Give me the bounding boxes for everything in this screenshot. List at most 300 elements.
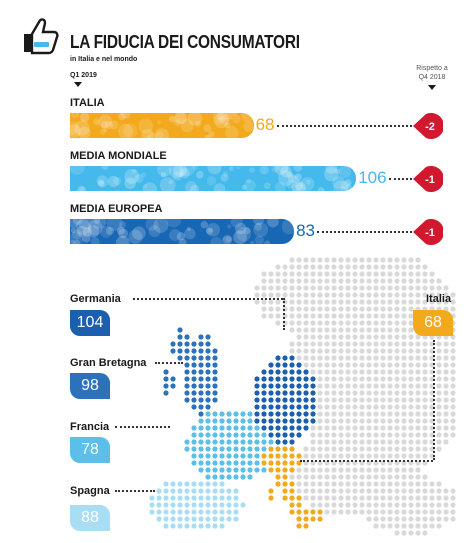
map-dot bbox=[380, 341, 385, 346]
map-dot bbox=[296, 264, 301, 269]
map-dot bbox=[310, 299, 315, 304]
map-dot bbox=[387, 355, 392, 360]
map-dot bbox=[345, 362, 350, 367]
map-dot-highlight bbox=[268, 397, 273, 402]
map-dot-highlight bbox=[226, 467, 231, 472]
map-dot bbox=[345, 397, 350, 402]
map-dot-highlight bbox=[198, 509, 203, 514]
map-dot-highlight bbox=[254, 425, 259, 430]
map-dot bbox=[296, 334, 301, 339]
map-dot-highlight bbox=[233, 495, 238, 500]
map-dot-highlight bbox=[191, 376, 196, 381]
map-dot bbox=[324, 327, 329, 332]
map-dot bbox=[373, 495, 378, 500]
map-dot bbox=[324, 271, 329, 276]
map-dot bbox=[261, 299, 266, 304]
bubble bbox=[229, 166, 234, 171]
map-dot bbox=[387, 334, 392, 339]
leader-line bbox=[277, 125, 412, 127]
map-dot bbox=[289, 278, 294, 283]
map-dot bbox=[268, 285, 273, 290]
map-dot-highlight bbox=[212, 418, 217, 423]
map-dot bbox=[422, 446, 427, 451]
map-dot bbox=[324, 446, 329, 451]
map-dot-highlight bbox=[212, 460, 217, 465]
map-dot-highlight bbox=[163, 516, 168, 521]
map-dot bbox=[443, 348, 448, 353]
map-dot bbox=[359, 397, 364, 402]
map-dot bbox=[443, 285, 448, 290]
map-dot-highlight bbox=[289, 460, 294, 465]
map-dot bbox=[387, 425, 392, 430]
map-dot-highlight bbox=[247, 446, 252, 451]
map-dot bbox=[394, 411, 399, 416]
map-dot bbox=[338, 425, 343, 430]
map-dot-highlight bbox=[233, 467, 238, 472]
map-dot bbox=[254, 285, 259, 290]
map-dot bbox=[415, 369, 420, 374]
map-dot-highlight bbox=[184, 355, 189, 360]
map-dot bbox=[422, 439, 427, 444]
map-dot-highlight bbox=[191, 397, 196, 402]
map-dot bbox=[394, 320, 399, 325]
map-dot-highlight bbox=[268, 432, 273, 437]
map-dot bbox=[331, 418, 336, 423]
map-dot bbox=[436, 516, 441, 521]
map-dot bbox=[380, 411, 385, 416]
map-dot bbox=[338, 285, 343, 290]
map-dot bbox=[394, 453, 399, 458]
column-label-previous bbox=[407, 64, 457, 90]
map-dot bbox=[303, 306, 308, 311]
map-dot-highlight bbox=[177, 327, 182, 332]
map-dot-highlight bbox=[226, 425, 231, 430]
map-dot bbox=[429, 278, 434, 283]
map-dot-highlight bbox=[310, 411, 315, 416]
map-dot bbox=[261, 292, 266, 297]
map-dot bbox=[387, 509, 392, 514]
map-dot-highlight bbox=[212, 516, 217, 521]
country-label: Spagna bbox=[70, 485, 110, 497]
map-dot-highlight bbox=[184, 439, 189, 444]
map-dot-highlight bbox=[191, 355, 196, 360]
map-dot-highlight bbox=[177, 509, 182, 514]
map-dot bbox=[443, 355, 448, 360]
map-dot bbox=[324, 362, 329, 367]
map-dot bbox=[359, 355, 364, 360]
map-dot bbox=[310, 320, 315, 325]
map-dot bbox=[359, 432, 364, 437]
map-dot bbox=[380, 278, 385, 283]
map-dot bbox=[331, 495, 336, 500]
map-dot-highlight bbox=[226, 474, 231, 479]
map-dot bbox=[373, 320, 378, 325]
map-dot bbox=[443, 502, 448, 507]
map-dot bbox=[310, 425, 315, 430]
map-dot-highlight bbox=[233, 446, 238, 451]
map-dot-highlight bbox=[184, 369, 189, 374]
map-dot bbox=[366, 439, 371, 444]
map-dot bbox=[408, 530, 413, 535]
map-dot-highlight bbox=[226, 418, 231, 423]
map-dot bbox=[380, 313, 385, 318]
map-dot bbox=[331, 292, 336, 297]
bubble bbox=[236, 166, 241, 169]
map-dot-highlight bbox=[177, 348, 182, 353]
map-dot bbox=[415, 376, 420, 381]
map-dot bbox=[415, 397, 420, 402]
map-dot-highlight bbox=[219, 446, 224, 451]
map-dot bbox=[415, 481, 420, 486]
map-dot bbox=[366, 355, 371, 360]
map-dot bbox=[401, 264, 406, 269]
map-dot bbox=[345, 313, 350, 318]
map-dot bbox=[450, 292, 455, 297]
map-dot bbox=[422, 383, 427, 388]
map-dot bbox=[296, 474, 301, 479]
map-dot bbox=[338, 313, 343, 318]
bubble bbox=[119, 221, 126, 228]
leader-line bbox=[115, 490, 155, 492]
map-dot bbox=[352, 327, 357, 332]
map-dot bbox=[401, 530, 406, 535]
map-dot-highlight bbox=[226, 509, 231, 514]
map-dot bbox=[338, 292, 343, 297]
map-dot-highlight bbox=[184, 341, 189, 346]
map-dot bbox=[324, 453, 329, 458]
map-dot-highlight bbox=[212, 488, 217, 493]
map-dot bbox=[408, 285, 413, 290]
map-dot bbox=[352, 432, 357, 437]
map-dot bbox=[387, 516, 392, 521]
map-dot-highlight bbox=[282, 404, 287, 409]
map-dot bbox=[289, 306, 294, 311]
map-dot bbox=[380, 264, 385, 269]
map-dot bbox=[373, 523, 378, 528]
map-dot bbox=[366, 369, 371, 374]
map-dot-highlight bbox=[198, 390, 203, 395]
map-dot bbox=[387, 404, 392, 409]
map-dot-highlight bbox=[149, 509, 154, 514]
map-dot bbox=[296, 313, 301, 318]
map-dot bbox=[331, 383, 336, 388]
map-dot-highlight bbox=[289, 383, 294, 388]
map-dot bbox=[366, 264, 371, 269]
map-dot-highlight bbox=[310, 404, 315, 409]
map-dot bbox=[387, 432, 392, 437]
map-dot bbox=[317, 278, 322, 283]
map-dot bbox=[380, 439, 385, 444]
map-dot-highlight bbox=[261, 467, 266, 472]
map-dot bbox=[422, 376, 427, 381]
map-dot bbox=[338, 341, 343, 346]
map-dot-highlight bbox=[212, 425, 217, 430]
map-dot bbox=[387, 320, 392, 325]
map-dot bbox=[422, 432, 427, 437]
map-dot bbox=[373, 404, 378, 409]
bubble bbox=[227, 224, 231, 228]
bar bbox=[70, 113, 254, 138]
map-dot bbox=[373, 334, 378, 339]
map-dot bbox=[345, 509, 350, 514]
map-dot bbox=[331, 299, 336, 304]
map-dot-highlight bbox=[233, 453, 238, 458]
map-dot-highlight bbox=[191, 488, 196, 493]
map-dot bbox=[345, 278, 350, 283]
map-dot bbox=[331, 411, 336, 416]
map-dot-highlight bbox=[296, 432, 301, 437]
bubble bbox=[339, 166, 351, 178]
map-dot bbox=[401, 341, 406, 346]
map-dot bbox=[359, 502, 364, 507]
map-dot bbox=[415, 467, 420, 472]
map-dot bbox=[436, 502, 441, 507]
bubble bbox=[250, 241, 255, 244]
map-dot bbox=[436, 278, 441, 283]
map-dot-highlight bbox=[303, 418, 308, 423]
map-dot-highlight bbox=[254, 376, 259, 381]
map-dot bbox=[303, 313, 308, 318]
map-dot bbox=[366, 509, 371, 514]
map-dot-highlight bbox=[184, 383, 189, 388]
page-title: LA FIDUCIA DEI CONSUMATORI bbox=[70, 32, 300, 52]
map-dot bbox=[345, 257, 350, 262]
map-dot bbox=[401, 383, 406, 388]
map-dot bbox=[373, 502, 378, 507]
map-dot bbox=[380, 292, 385, 297]
map-dot bbox=[373, 411, 378, 416]
map-dot-highlight bbox=[275, 467, 280, 472]
map-dot bbox=[366, 320, 371, 325]
map-dot bbox=[408, 376, 413, 381]
map-dot bbox=[450, 502, 455, 507]
map-dot-highlight bbox=[198, 355, 203, 360]
bubble bbox=[113, 177, 121, 185]
map-dot-highlight bbox=[212, 467, 217, 472]
map-dot-highlight bbox=[240, 502, 245, 507]
map-dot bbox=[429, 516, 434, 521]
map-dot-highlight bbox=[310, 509, 315, 514]
map-dot-highlight bbox=[205, 509, 210, 514]
map-dot bbox=[317, 432, 322, 437]
map-dot bbox=[331, 425, 336, 430]
map-dot-highlight bbox=[205, 439, 210, 444]
map-dot bbox=[443, 369, 448, 374]
map-dot-highlight bbox=[170, 383, 175, 388]
map-dot bbox=[415, 285, 420, 290]
map-dot bbox=[352, 257, 357, 262]
map-dot bbox=[387, 481, 392, 486]
map-dot bbox=[359, 474, 364, 479]
map-dot bbox=[366, 453, 371, 458]
map-dot bbox=[394, 327, 399, 332]
map-dot bbox=[450, 495, 455, 500]
arrow-down-icon bbox=[74, 82, 82, 87]
map-dot bbox=[415, 299, 420, 304]
map-dot-highlight bbox=[219, 411, 224, 416]
map-dot-highlight bbox=[156, 495, 161, 500]
map-dot bbox=[415, 509, 420, 514]
map-dot bbox=[268, 271, 273, 276]
map-dot-highlight bbox=[205, 523, 210, 528]
bubble bbox=[143, 184, 147, 188]
map-dot bbox=[303, 453, 308, 458]
map-dot bbox=[317, 306, 322, 311]
map-dot-highlight bbox=[303, 376, 308, 381]
bubble bbox=[99, 115, 112, 128]
map-dot bbox=[380, 481, 385, 486]
map-dot bbox=[338, 467, 343, 472]
map-dot bbox=[275, 271, 280, 276]
map-dot-highlight bbox=[289, 355, 294, 360]
map-dot bbox=[415, 523, 420, 528]
map-dot-highlight bbox=[191, 390, 196, 395]
map-dot-highlight bbox=[198, 502, 203, 507]
bubble bbox=[72, 230, 82, 240]
map-dot-highlight bbox=[317, 509, 322, 514]
map-dot bbox=[422, 278, 427, 283]
map-dot-highlight bbox=[254, 397, 259, 402]
map-dot-highlight bbox=[191, 446, 196, 451]
map-dot bbox=[422, 425, 427, 430]
map-dot-highlight bbox=[268, 439, 273, 444]
map-dot-highlight bbox=[254, 404, 259, 409]
map-dot-highlight bbox=[268, 418, 273, 423]
map-dot bbox=[268, 313, 273, 318]
map-dot bbox=[296, 327, 301, 332]
map-dot bbox=[359, 292, 364, 297]
map-dot bbox=[324, 481, 329, 486]
map-dot-highlight bbox=[282, 481, 287, 486]
map-dot bbox=[324, 411, 329, 416]
map-dot bbox=[310, 334, 315, 339]
map-dot-highlight bbox=[240, 439, 245, 444]
map-dot-highlight bbox=[219, 425, 224, 430]
map-dot bbox=[387, 299, 392, 304]
bubble bbox=[160, 177, 176, 191]
map-dot bbox=[345, 369, 350, 374]
map-dot bbox=[324, 390, 329, 395]
map-dot bbox=[387, 383, 392, 388]
map-dot bbox=[310, 278, 315, 283]
map-dot-highlight bbox=[184, 334, 189, 339]
map-dot bbox=[317, 383, 322, 388]
map-dot-highlight bbox=[177, 516, 182, 521]
map-dot bbox=[401, 376, 406, 381]
map-dot bbox=[380, 432, 385, 437]
map-dot bbox=[275, 264, 280, 269]
map-dot bbox=[352, 397, 357, 402]
map-dot bbox=[345, 446, 350, 451]
map-dot-highlight bbox=[233, 418, 238, 423]
map-dot bbox=[338, 362, 343, 367]
map-dot bbox=[373, 383, 378, 388]
map-dot-highlight bbox=[268, 453, 273, 458]
map-dot-highlight bbox=[163, 369, 168, 374]
map-dot-highlight bbox=[226, 446, 231, 451]
map-dot bbox=[373, 264, 378, 269]
map-dot bbox=[289, 327, 294, 332]
map-dot bbox=[415, 264, 420, 269]
map-dot bbox=[401, 509, 406, 514]
map-dot bbox=[401, 257, 406, 262]
map-dot bbox=[303, 278, 308, 283]
map-dot bbox=[338, 390, 343, 395]
map-dot bbox=[401, 481, 406, 486]
map-dot bbox=[401, 446, 406, 451]
change-badge bbox=[413, 111, 443, 141]
map-dot bbox=[415, 418, 420, 423]
map-dot bbox=[436, 523, 441, 528]
map-dot bbox=[352, 481, 357, 486]
map-dot bbox=[296, 299, 301, 304]
map-dot bbox=[408, 271, 413, 276]
map-dot-highlight bbox=[289, 453, 294, 458]
map-dot bbox=[366, 348, 371, 353]
map-dot bbox=[338, 383, 343, 388]
map-dot bbox=[296, 306, 301, 311]
map-dot bbox=[373, 425, 378, 430]
map-dot bbox=[303, 495, 308, 500]
map-dot-highlight bbox=[170, 341, 175, 346]
map-dot-highlight bbox=[198, 523, 203, 528]
map-dot bbox=[338, 481, 343, 486]
map-dot-highlight bbox=[177, 523, 182, 528]
map-dot bbox=[380, 355, 385, 360]
map-dot-highlight bbox=[212, 369, 217, 374]
map-dot-highlight bbox=[289, 439, 294, 444]
map-dot bbox=[401, 425, 406, 430]
map-dot-highlight bbox=[205, 334, 210, 339]
map-dot-highlight bbox=[205, 355, 210, 360]
map-dot-highlight bbox=[289, 418, 294, 423]
map-dot bbox=[373, 292, 378, 297]
map-dot-highlight bbox=[303, 390, 308, 395]
map-dot bbox=[436, 404, 441, 409]
map-dot bbox=[429, 502, 434, 507]
map-dot bbox=[422, 481, 427, 486]
map-dot bbox=[401, 334, 406, 339]
map-dot bbox=[366, 299, 371, 304]
map-dot bbox=[408, 523, 413, 528]
map-dot bbox=[275, 285, 280, 290]
map-dot bbox=[324, 439, 329, 444]
map-dot bbox=[310, 432, 315, 437]
map-dot bbox=[359, 285, 364, 290]
leader-line bbox=[115, 426, 170, 428]
map-dot bbox=[436, 432, 441, 437]
map-dot bbox=[310, 355, 315, 360]
map-dot bbox=[429, 481, 434, 486]
map-dot-highlight bbox=[170, 348, 175, 353]
map-dot bbox=[338, 397, 343, 402]
map-dot bbox=[408, 264, 413, 269]
map-dot-highlight bbox=[198, 467, 203, 472]
map-dot bbox=[324, 369, 329, 374]
map-dot bbox=[359, 390, 364, 395]
map-dot bbox=[317, 341, 322, 346]
map-dot-highlight bbox=[198, 488, 203, 493]
bubble bbox=[264, 241, 270, 244]
map-dot bbox=[450, 397, 455, 402]
map-dot bbox=[408, 488, 413, 493]
map-dot bbox=[303, 285, 308, 290]
map-dot bbox=[331, 502, 336, 507]
map-dot bbox=[275, 320, 280, 325]
map-dot bbox=[310, 348, 315, 353]
map-dot bbox=[373, 362, 378, 367]
map-dot bbox=[387, 327, 392, 332]
